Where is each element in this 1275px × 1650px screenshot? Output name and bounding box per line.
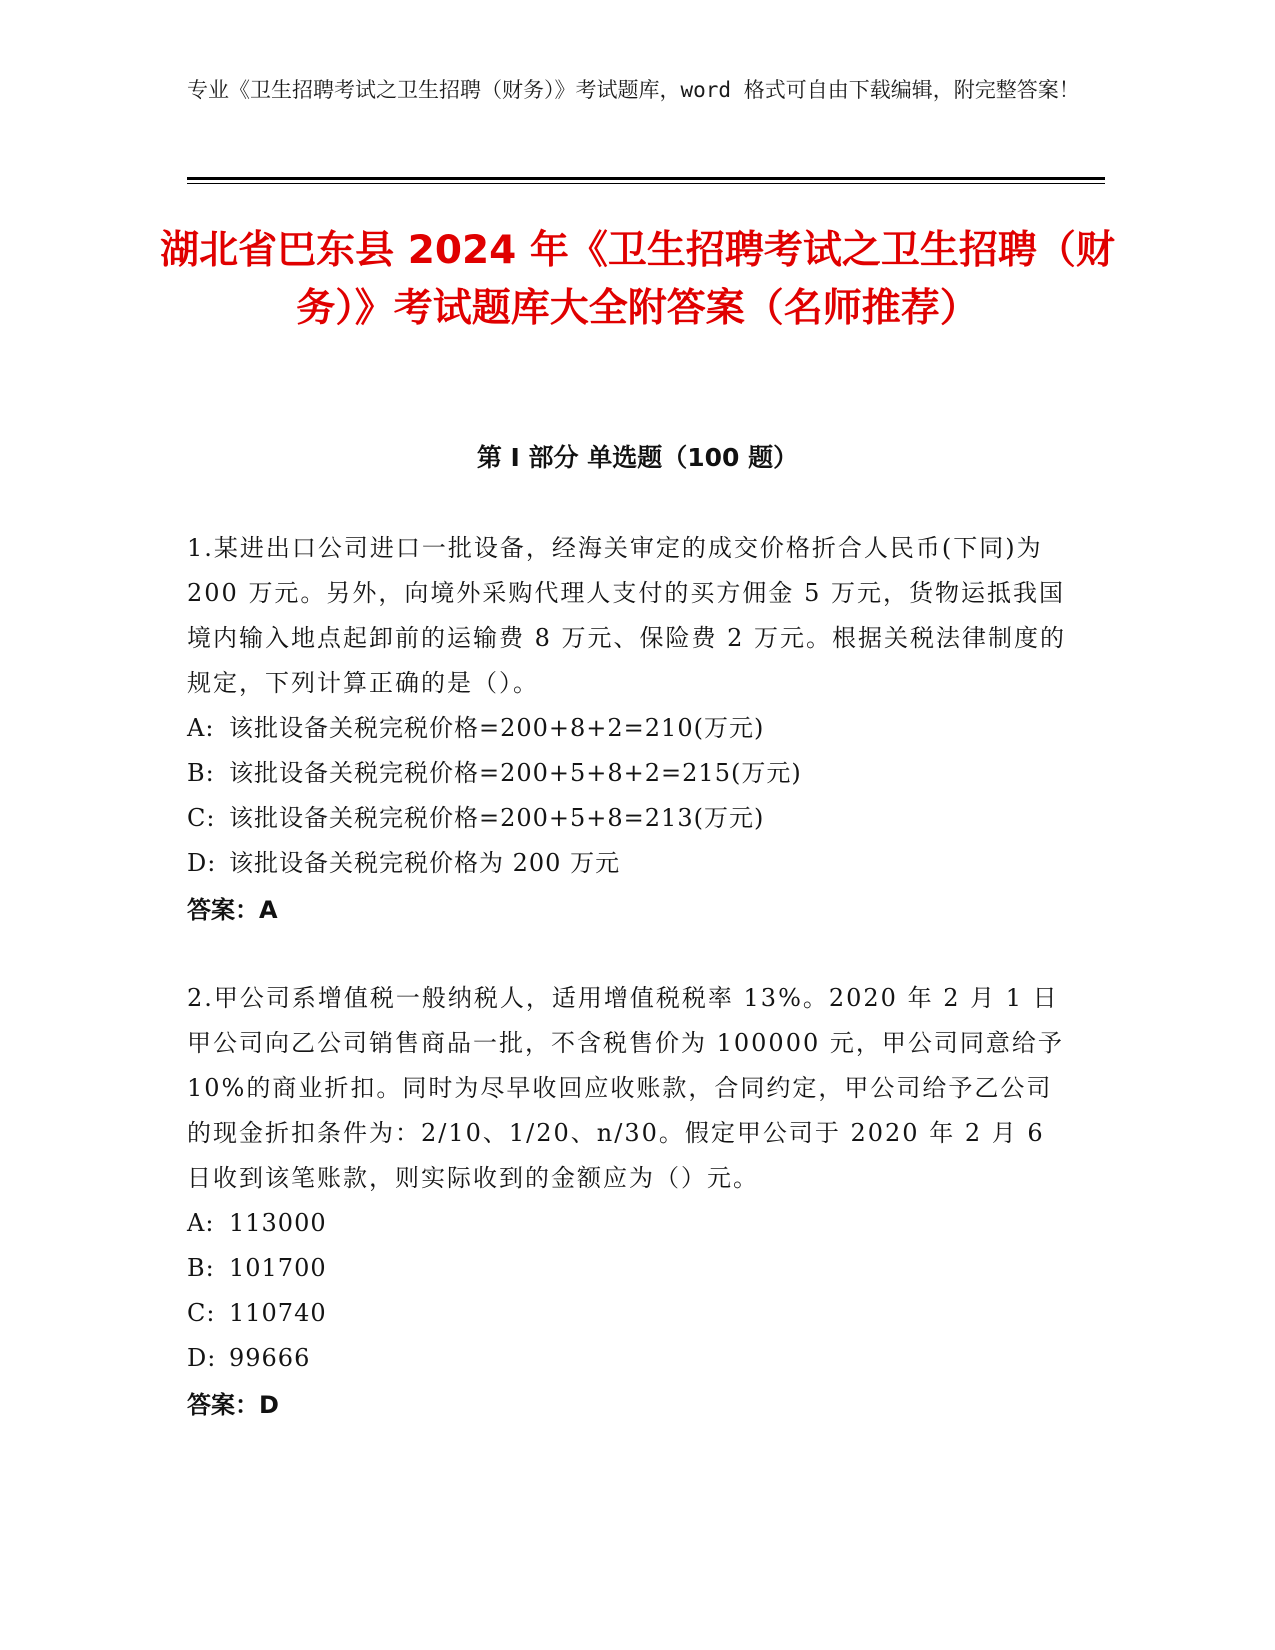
question-stem: 1.某进出口公司进口一批设备，经海关审定的成交价格折合人民币(下同)为 200 万元。另外，向境外采购代理人支付的买方佣金 5 万元，货物运抵我国境内输入地点起卸前的运输费 8 万元、保险费 2 万元。根据关税法律制度的规定，下列计算正确的是（）。: [187, 534, 1067, 697]
header-divider-thin: [187, 183, 1105, 184]
option-a: [187, 706, 1067, 751]
answer-line: 答案：A: [187, 896, 278, 924]
option-text: 101700: [229, 1254, 327, 1282]
option-text: 113000: [229, 1209, 327, 1237]
option-b: [187, 1246, 1067, 1291]
option-letter: B:: [187, 759, 215, 787]
option-letter: D:: [187, 1344, 217, 1372]
option-letter: C:: [187, 1299, 216, 1327]
question-stem: 2.甲公司系增值税一般纳税人，适用增值税税率 13%。2020 年 2 月 1 日甲公司向乙公司销售商品一批，不含税售价为 100000 元，甲公司同意给予 10%的商业折扣。同时为尽早收回应收账款，合同约定，甲公司给予乙公司的现金折扣条件为：2/10、1/20、n/30。假定甲公司于 2020 年 2 月 6 日收到该笔账款，则实际收到的金额应为（）元。: [187, 984, 1064, 1192]
option-c: [187, 796, 1067, 841]
option-b: [187, 751, 1067, 796]
option-d: [187, 841, 1067, 886]
option-text: 该批设备关税完税价格=200+8+2=210(万元): [229, 714, 765, 742]
option-text: 110740: [229, 1299, 327, 1327]
document-title: 湖北省巴东县 2024 年《卫生招聘考试之卫生招聘（财务）》考试题库大全附答案（名师推荐）: [160, 228, 1115, 331]
option-text: 该批设备关税完税价格=200+5+8+2=215(万元): [229, 759, 802, 787]
option-a: [187, 1201, 1067, 1246]
option-text: 该批设备关税完税价格=200+5+8=213(万元): [229, 804, 765, 832]
option-c: [187, 1291, 1067, 1336]
question-block: [187, 976, 1067, 1426]
header-note: 专业《卫生招聘考试之卫生招聘（财务）》考试题库，word 格式可自由下载编辑，附完整答案！: [187, 78, 1080, 102]
question-block: [187, 526, 1067, 931]
section-heading: 第 I 部分 单选题（100 题）: [476, 443, 799, 472]
option-letter: C:: [187, 804, 216, 832]
header-divider-thick: [187, 177, 1105, 180]
option-text: 该批设备关税完税价格为 200 万元: [229, 849, 621, 877]
answer-line: 答案：D: [187, 1391, 279, 1419]
option-letter: D:: [187, 849, 217, 877]
option-letter: B:: [187, 1254, 215, 1282]
option-letter: A:: [187, 714, 215, 742]
option-d: [187, 1336, 1067, 1381]
option-text: 99666: [229, 1344, 311, 1372]
option-letter: A:: [187, 1209, 215, 1237]
